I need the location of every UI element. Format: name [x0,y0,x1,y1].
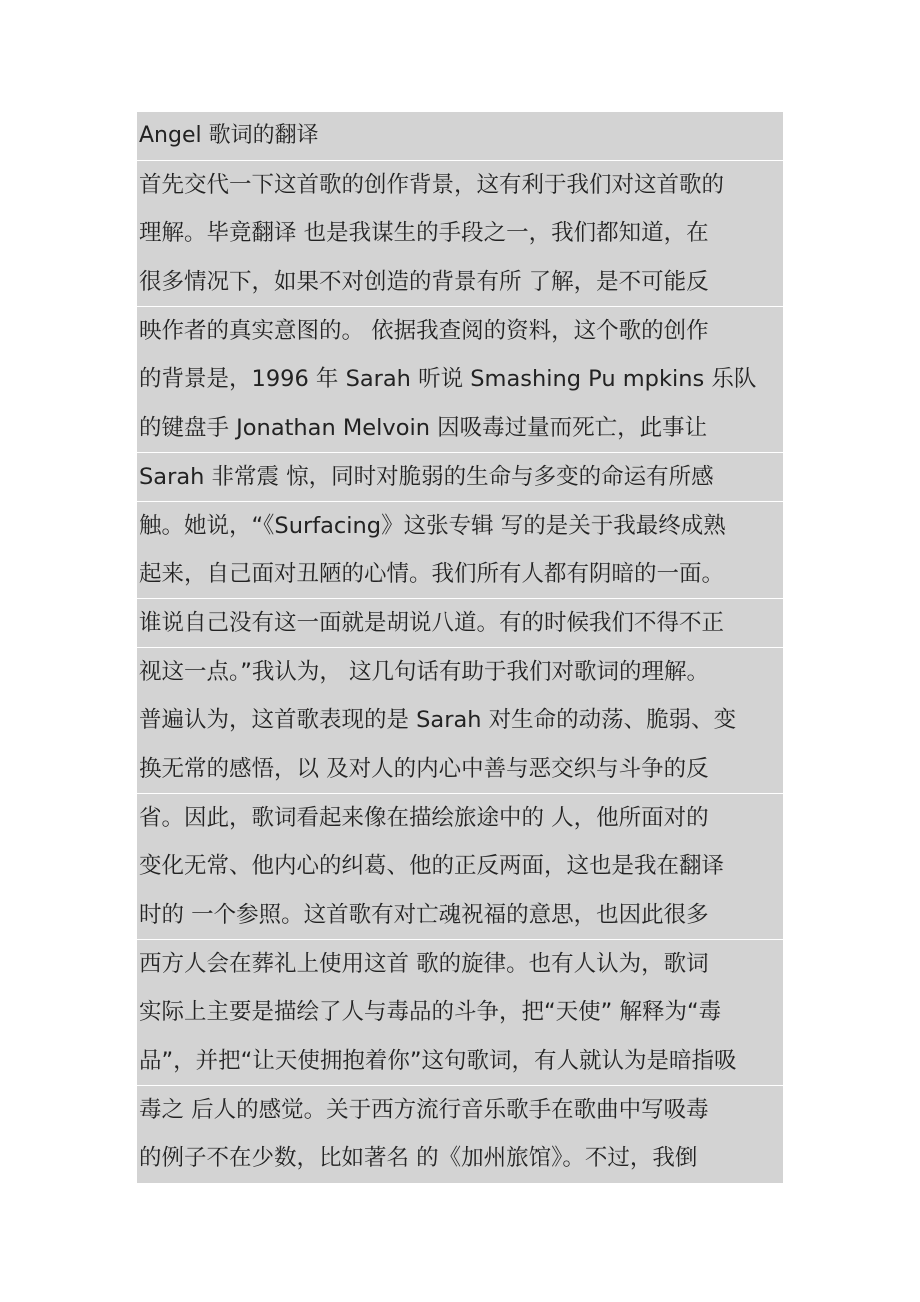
text-line: 触。她说，“《Surfacing》这张专辑 写的是关于我最终成熟 [137,502,783,550]
text-line: 毒之 后人的感觉。关于西方流行音乐歌手在歌曲中写吸毒 [137,1086,783,1134]
text-line: 西方人会在葬礼上使用这首 歌的旋律。也有人认为，歌词 [137,940,783,988]
text-line: 实际上主要是描绘了人与毒品的斗争，把“天使” 解释为“毒 [137,988,783,1036]
text-line: 的背景是，1996 年 Sarah 听说 Smashing Pu mpkins 乐队 [137,355,783,403]
text-line: 很多情况下，如果不对创造的背景有所 了解，是不可能反 [137,258,783,306]
text-line: 映作者的真实意图的。 依据我查阅的资料，这个歌的创作 [137,307,783,355]
text-line: 省。因此，歌词看起来像在描绘旅途中的 人，他所面对的 [137,794,783,842]
text-line: 谁说自己没有这一面就是胡说八道。有的时候我们不得不正 [137,599,783,647]
text-block [137,112,783,1183]
text-line: 时的 一个参照。这首歌有对亡魂祝福的意思，也因此很多 [137,891,783,939]
text-line: 视这一点。”我认为， 这几句话有助于我们对歌词的理解。 [137,648,783,696]
text-line: 的键盘手 Jonathan Melvoin 因吸毒过量而死亡，此事让 [137,404,783,452]
text-line: 起来，自己面对丑陋的心情。我们所有人都有阴暗的一面。 [137,550,783,598]
text-line: 首先交代一下这首歌的创作背景，这有利于我们对这首歌的 [137,161,783,209]
text-line: 品”，并把“让天使拥抱着你”这句歌词，有人就认为是暗指吸 [137,1037,783,1085]
text-line: 的例子不在少数，比如著名 的《加州旅馆》。不过，我倒 [137,1134,783,1182]
text-line: 变化无常、他内心的纠葛、他的正反两面，这也是我在翻译 [137,842,783,890]
document-title: Angel 歌词的翻译 [137,112,783,160]
text-line: 换无常的感悟，以 及对人的内心中善与恶交织与斗争的反 [137,745,783,793]
text-line: 普遍认为，这首歌表现的是 Sarah 对生命的动荡、脆弱、变 [137,696,783,744]
text-line: Sarah 非常震 惊，同时对脆弱的生命与多变的命运有所感 [137,453,783,501]
text-line: 理解。毕竟翻译 也是我谋生的手段之一，我们都知道，在 [137,209,783,257]
